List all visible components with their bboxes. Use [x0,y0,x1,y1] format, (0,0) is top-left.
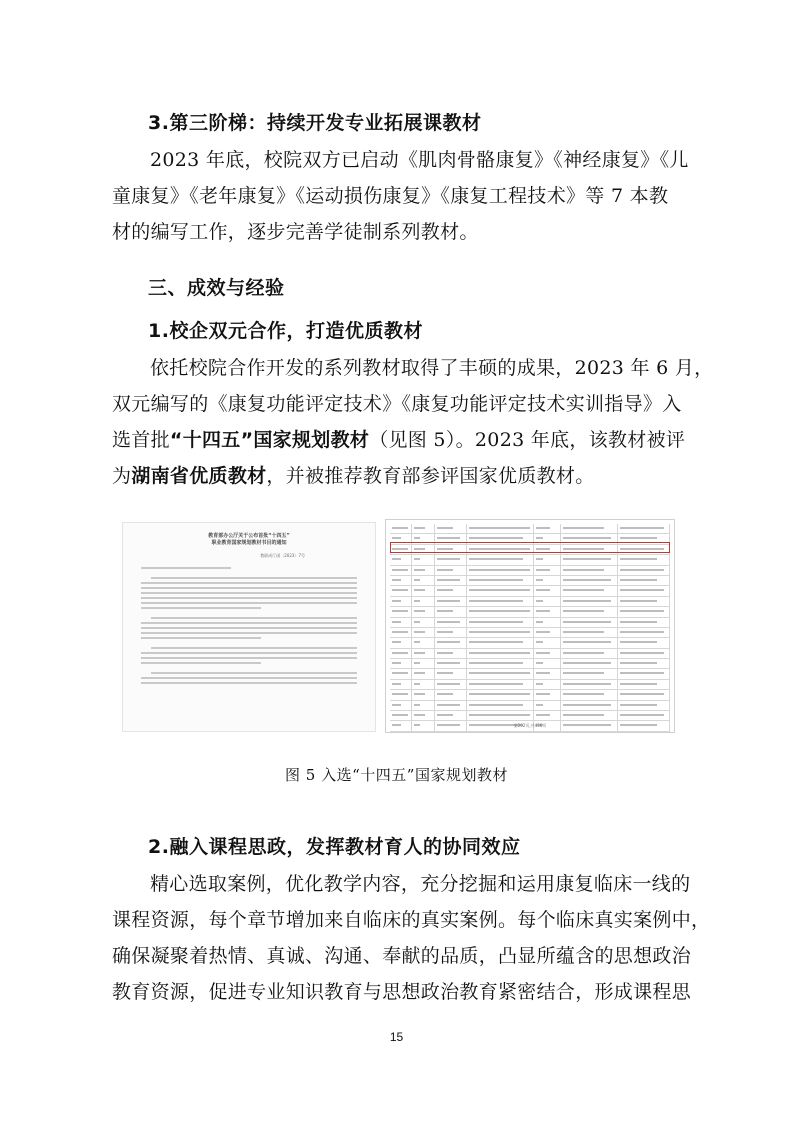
table-row [390,607,670,617]
text-line: 2023 年底，校院双方已启动《肌肉骨骼康复》《神经康复》《儿 [150,149,689,171]
table-row [390,576,670,586]
table-page-footer: 第202页,共436页 [513,723,547,728]
table-row [390,586,670,596]
table-row [390,524,670,534]
text-line: 依托校院合作开发的系列教材取得了丰硕的成果，2023 年 6 月， [150,357,714,379]
section3-heading: 3.第三阶梯：持续开发专业拓展课教材 [148,112,482,134]
subsection1-heading: 1.校企双元合作，打造优质教材 [148,320,423,342]
notice-document-image [122,522,376,732]
paragraph-achievements [112,350,714,494]
table-row [390,555,670,565]
hunan-textbook-highlight: 湖南省优质教材 [131,465,267,487]
table-row [390,638,670,648]
table-row [390,680,670,690]
text-line: 确保凝聚着热情、真诚、沟通、奉献的品质，凸显所蕴含的思想政治 [112,945,692,967]
table-row [390,597,670,607]
paragraph-textbooks [112,142,689,250]
table-row [390,659,670,669]
text-line: 选首批“十四五”国家规划教材（见图 5）。2023 年底，该教材被评 [112,429,686,451]
highlighted-row [390,542,670,553]
table-row [390,701,670,711]
table-row [390,649,670,659]
page-number: 15 [389,1030,404,1044]
textbook-list-table-image [385,519,675,733]
text-line: 双元编写的《康复功能评定技术》《康复功能评定技术实训指导》入 [112,393,682,415]
figure-caption: 图 5 入选“十四五”国家规划教材 [285,766,508,784]
text-line: 材的编写工作，逐步完善学徒制系列教材。 [112,221,479,243]
text-line: 精心选取案例，优化教学内容，充分挖掘和运用康复临床一线的 [150,873,691,895]
table-row [390,690,670,700]
chapter-heading: 三、成效与经验 [148,277,285,299]
table-row [390,566,670,576]
subsection2-heading: 2.融入课程思政，发挥教材育人的协同效应 [148,836,521,858]
text-line: 教育资源，促进专业知识教育与思想政治教育紧密结合，形成课程思 [112,981,692,1003]
textbook-table [390,524,670,732]
text-line: 童康复》《老年康复》《运动损伤康复》《康复工程技术》等 7 本教 [112,185,669,207]
notice-title: 教育部办公厅关于公布首批“十四五” 职业教育国家规划教材书目的通知 [208,533,290,546]
text-line: 为湖南省优质教材，并被推荐教育部参评国家优质教材。 [112,465,595,487]
text-line: 课程资源，每个章节增加来自临床的真实案例。每个临床真实案例中， [112,909,711,931]
table-row [390,628,670,638]
table-row [390,711,670,721]
table-row [390,669,670,679]
notice-reference: 教职成厅函〔2023〕7号 [260,553,305,558]
table-row [390,618,670,628]
national-textbook-highlight: “十四五”国家规划教材 [169,429,370,451]
paragraph-ideology [112,866,711,1010]
